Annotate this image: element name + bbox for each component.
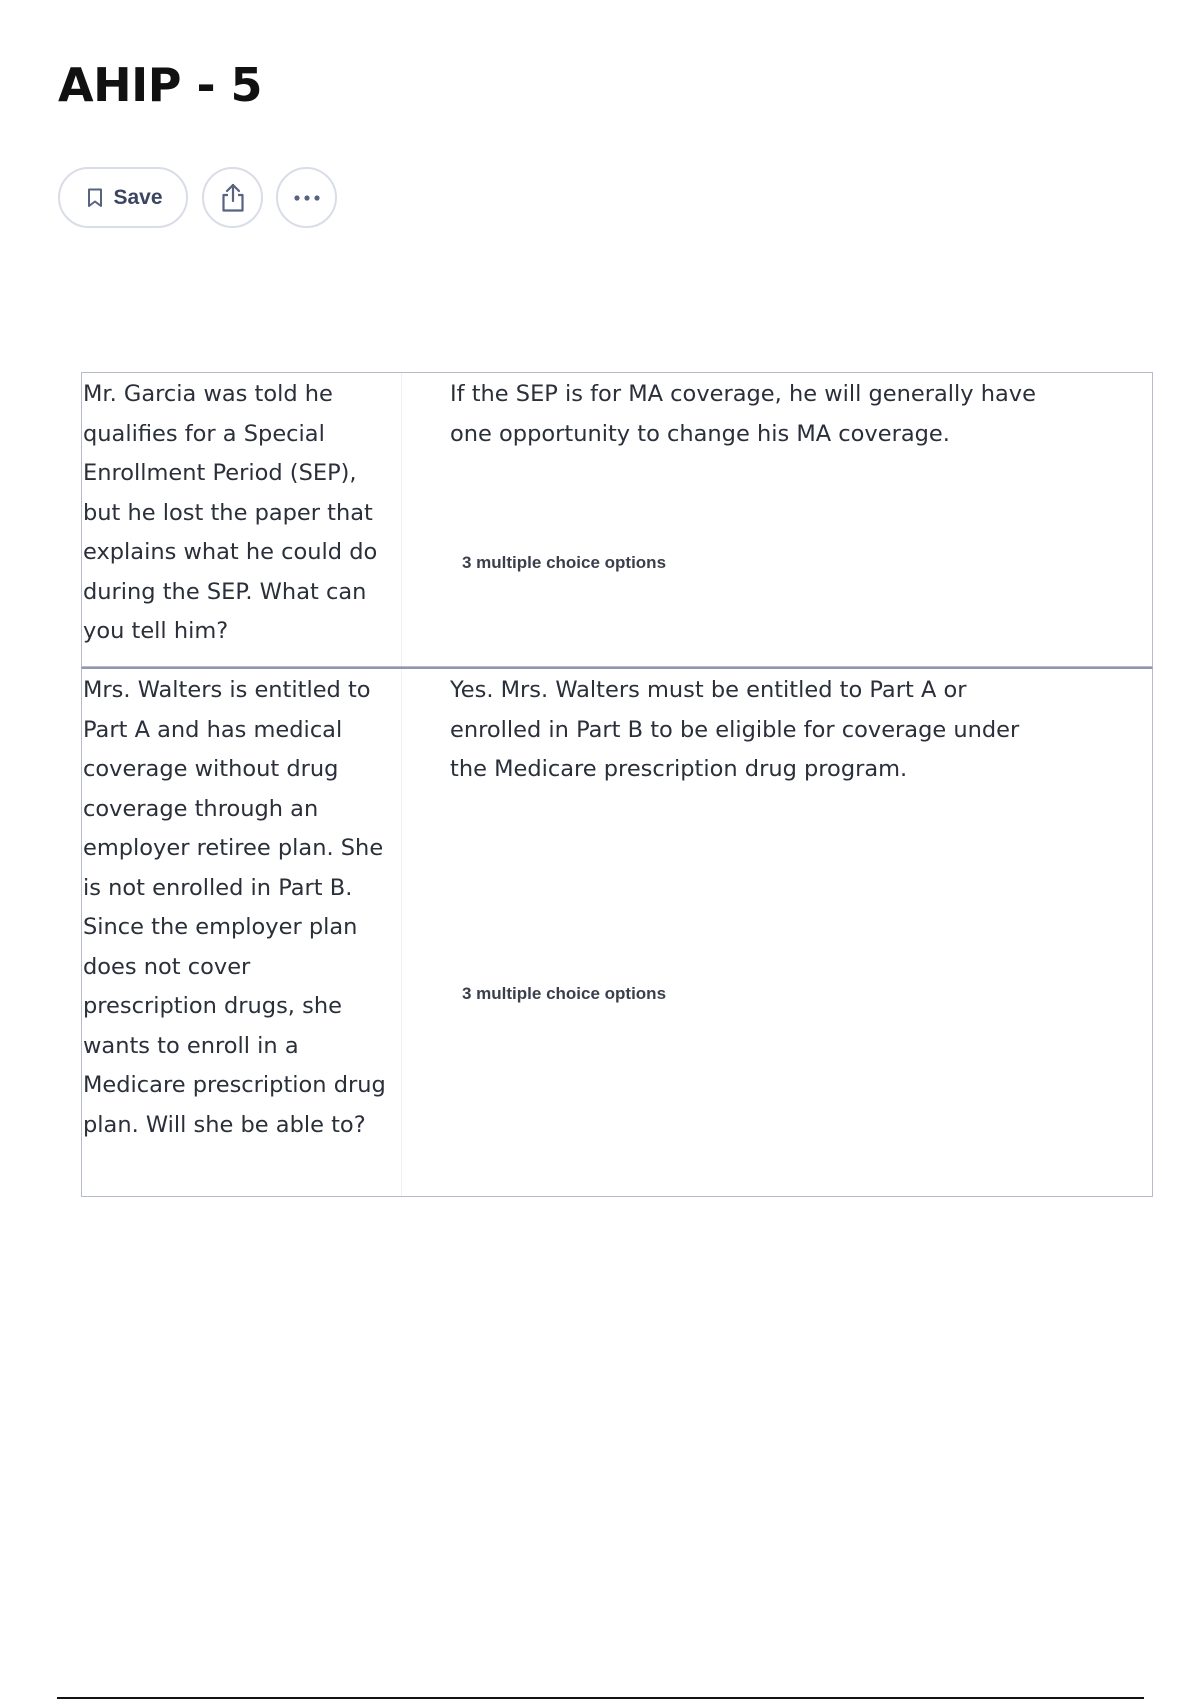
share-icon [220, 183, 246, 213]
more-icon [293, 195, 321, 201]
multiple-choice-note: 3 multiple choice options [462, 984, 667, 1003]
action-bar [58, 167, 350, 228]
card-term: Mr. Garcia was told he qualifies for a Special Enrollment Period (SEP), but he lost the paper that explains what he could do during the SEP. What can you tell him? [82, 373, 402, 666]
card-term: Mrs. Walters is entitled to Part A and has medical coverage without drug coverage through an employer retiree plan. She is not enrolled in Part B. Since the employer plan does not cover prescription drugs, she wants to enroll in a Medicare prescription drug plan. Will she be able to? [82, 669, 402, 1196]
page-title: AHIP - 5 [58, 58, 263, 112]
save-button[interactable] [58, 167, 188, 228]
more-options-button[interactable] [276, 167, 337, 228]
card-definition-text: Yes. Mrs. Walters must be entitled to Part A or enrolled in Part B to be eligible for coverage under the Medicare prescription drug program. [450, 677, 1020, 782]
flashcard[interactable] [81, 667, 1153, 1197]
card-definition [402, 669, 1152, 1196]
card-definition-text: If the SEP is for MA coverage, he will generally have one opportunity to change his MA coverage. [450, 381, 1036, 447]
multiple-choice-note: 3 multiple choice options [462, 553, 667, 572]
card-list [81, 372, 1153, 1197]
bottom-divider [57, 1697, 1144, 1699]
save-button-label: Save [113, 185, 163, 209]
bookmark-icon [87, 188, 103, 208]
flashcard[interactable] [81, 372, 1153, 667]
card-definition [402, 373, 1152, 666]
share-button[interactable] [202, 167, 263, 228]
